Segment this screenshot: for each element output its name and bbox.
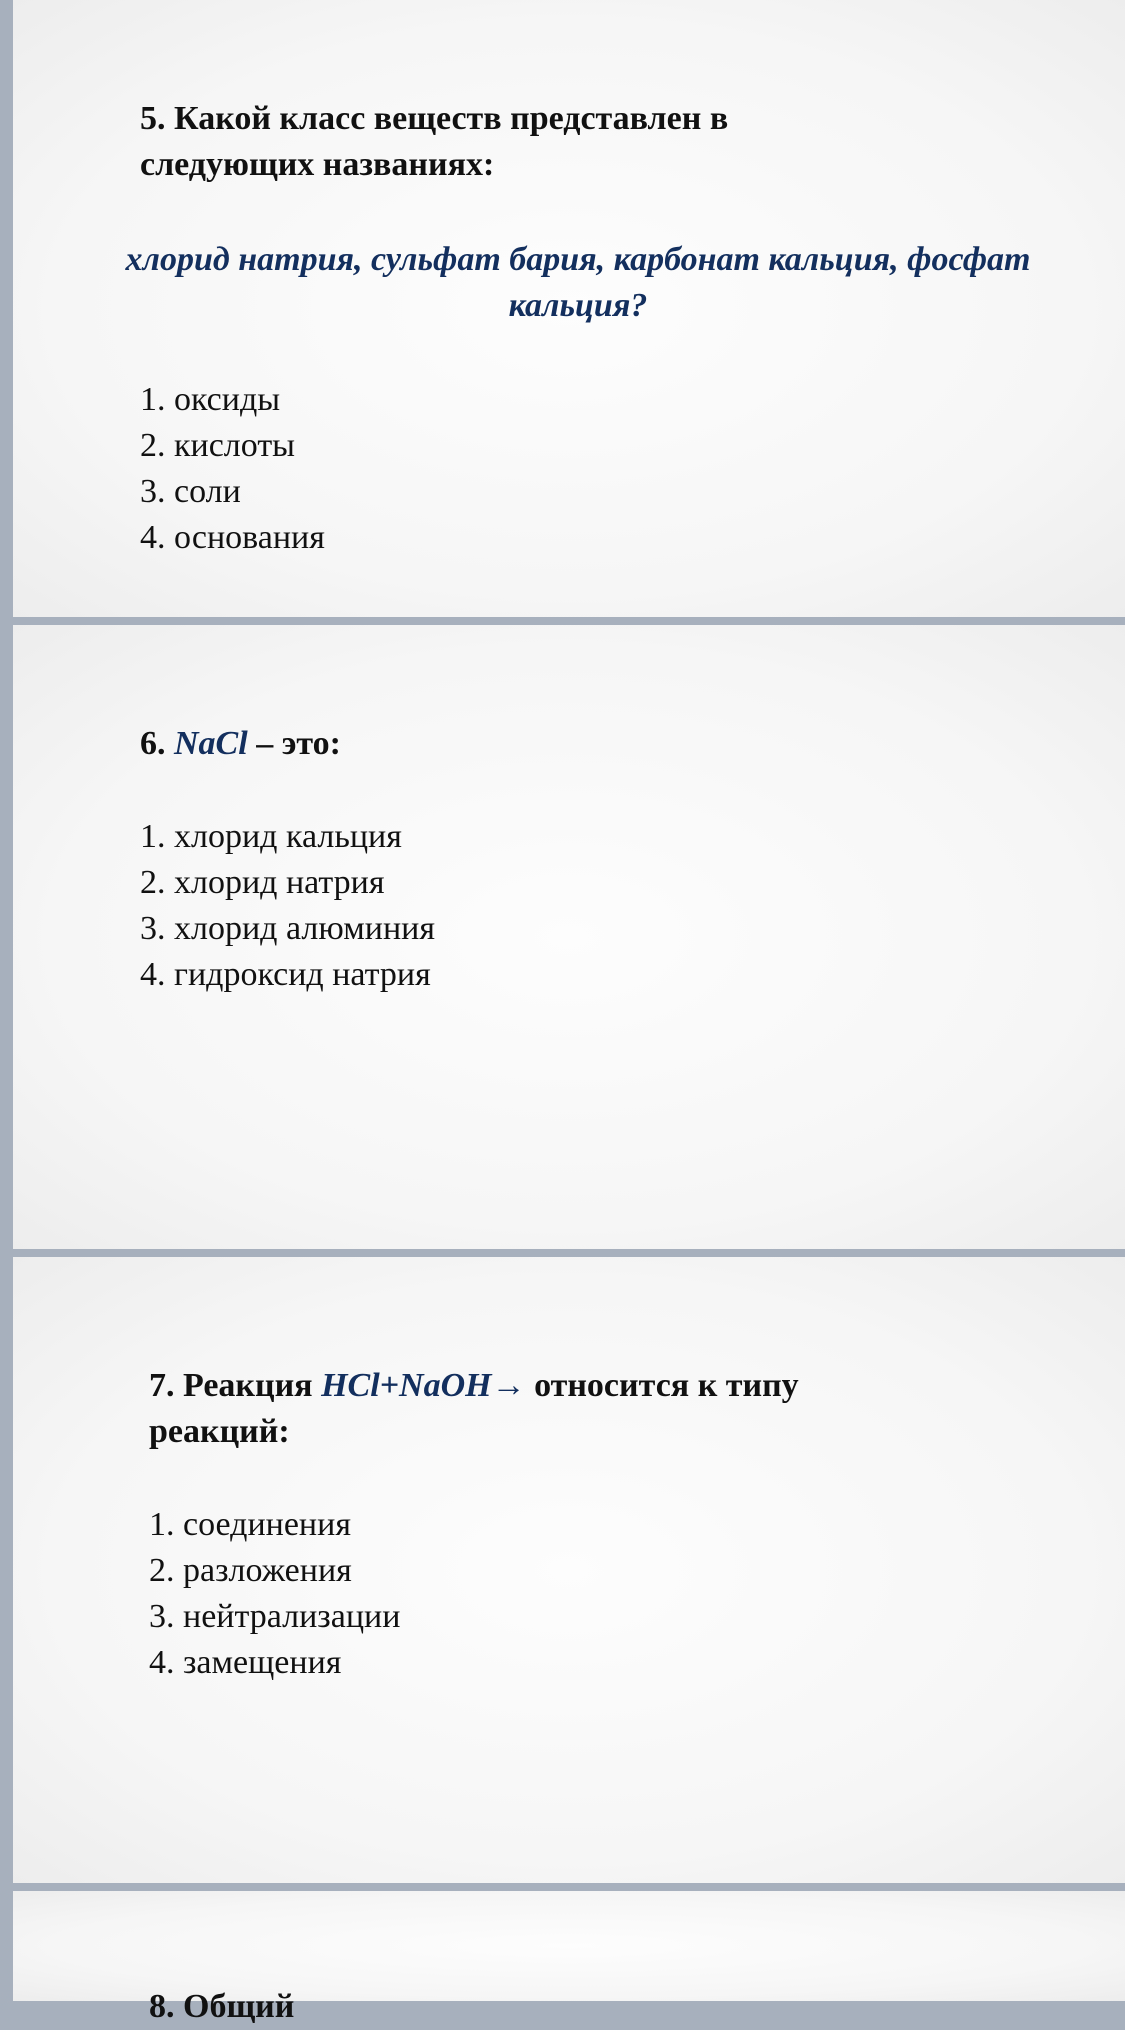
question-7-title [149, 1363, 909, 1455]
option-2: 2. кислоты [140, 427, 296, 464]
question-7-suffix: относится к типу реакций: [149, 1367, 799, 1450]
question-5-substances: хлорид натрия, сульфат бария, карбонат кальция, фосфат кальция? [125, 241, 1031, 324]
option-3: 3. нейтрализации [149, 1598, 401, 1635]
option-4: 4. основания [140, 519, 325, 556]
question-5-options [140, 377, 325, 561]
question-7-formula: HCl+NaOH→ [321, 1367, 526, 1404]
slide-question-5 [13, 0, 1125, 617]
option-1: 1. оксиды [140, 381, 281, 418]
option-1: 1. соединения [149, 1506, 351, 1543]
question-7-options [149, 1502, 400, 1686]
option-2: 2. разложения [149, 1552, 352, 1589]
slide-question-6 [13, 625, 1125, 1249]
option-1: 1. хлорид кальция [140, 818, 402, 855]
question-8-title: 8. Общий [149, 1988, 295, 2025]
question-6-prefix: 6. [140, 725, 174, 762]
question-6-suffix: – это: [247, 725, 341, 762]
option-3: 3. хлорид алюминия [140, 910, 436, 947]
question-7-prefix: 7. Реакция [149, 1367, 322, 1404]
slide-question-7 [13, 1257, 1125, 1883]
question-5-title: 5. Какой класс веществ представлен в следующих названиях: [140, 100, 729, 183]
question-6-title [140, 721, 1040, 767]
option-4: 4. гидроксид натрия [140, 956, 431, 993]
slide-question-8 [13, 1891, 1125, 2025]
question-6-formula: NaCl [174, 725, 248, 762]
option-3: 3. соли [140, 473, 241, 510]
question-6-options [140, 814, 435, 998]
option-4: 4. замещения [149, 1644, 342, 1681]
option-2: 2. хлорид натрия [140, 864, 385, 901]
